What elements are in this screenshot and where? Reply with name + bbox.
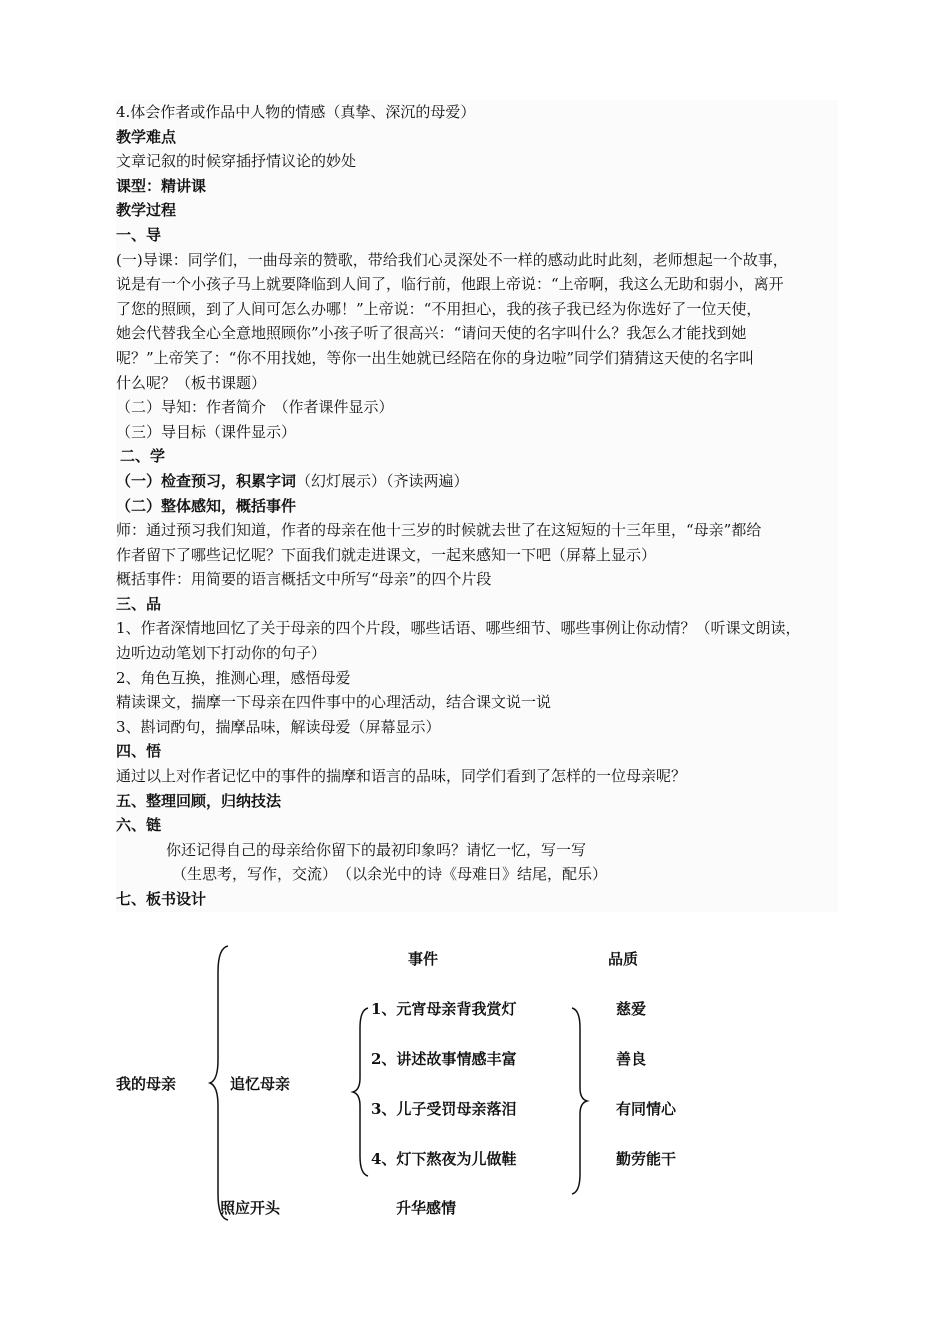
board-quality-1: 慈爱 bbox=[616, 1000, 647, 1018]
lesson-plan-text bbox=[116, 100, 838, 912]
intro-line-2: 说是有一个小孩子马上就要降临到人间了，临行前，他跟上帝说：“上帝啊，我这么无助和弱小，离开 bbox=[116, 275, 784, 294]
board-quality-3: 有同情心 bbox=[616, 1100, 677, 1118]
summary-events: 概括事件：用简要的语言概括文中所写“母亲”的四个片段 bbox=[116, 570, 492, 589]
heading-difficulty: 教学难点 bbox=[116, 127, 177, 146]
author-intro: （二）导知：作者简介 （作者课件显示） bbox=[116, 398, 394, 417]
savor-item-3: 3、斟词酌句，揣摩品味，解读母爱（屏幕显示） bbox=[116, 717, 441, 736]
intro-line-6: 什么呢？（板书课题） bbox=[116, 373, 267, 392]
objective-4: 4.体会作者或作品中人物的情感（真挚、深沉的母爱） bbox=[116, 103, 476, 121]
section-5-title: 五、整理回顾，归纳技法 bbox=[116, 791, 282, 810]
board-branch: 追忆母亲 bbox=[230, 1075, 291, 1093]
section-7-title: 七、板书设计 bbox=[116, 890, 207, 908]
board-event-2: 2、讲述故事情感丰富 bbox=[371, 1050, 517, 1068]
intro-line-3: 了您的照顾，到了人间可怎么办哪！”上帝说：“不用担心，我的孩子我已经为你选好了一位天使， bbox=[116, 299, 762, 318]
savor-item-1: 1、作者深情地回忆了关于母亲的四个片段，哪些话语、哪些细节、哪些事例让你动情？（听课文朗读， bbox=[116, 619, 801, 638]
preview-check-note: （幻灯展示）（齐读两遍） bbox=[296, 471, 469, 490]
board-footer-left: 照应开头 bbox=[220, 1199, 281, 1217]
section-2-title: 二、学 bbox=[120, 447, 166, 466]
teacher-line-2: 作者留下了哪些记忆呢？下面我们就走进课文，一起来感知一下吧（屏幕上显示） bbox=[116, 545, 657, 564]
section-1-title: 一、导 bbox=[116, 225, 162, 244]
board-header-quality: 品质 bbox=[608, 950, 639, 968]
events-left-brace bbox=[350, 1006, 372, 1178]
section-4-title: 四、悟 bbox=[116, 742, 162, 761]
board-event-4: 4、灯下熬夜为儿做鞋 bbox=[371, 1150, 517, 1168]
overall-perception: （二）整体感知，概括事件 bbox=[116, 496, 297, 515]
heading-process: 教学过程 bbox=[116, 201, 177, 220]
savor-item-1-cont: 边听边动笔划下打动你的句子） bbox=[116, 644, 327, 663]
board-event-1: 1、元宵母亲背我赏灯 bbox=[371, 1000, 517, 1018]
savor-item-2: 2、角色互换，推测心理，感悟母爱 bbox=[116, 668, 351, 687]
preview-check bbox=[116, 469, 838, 494]
section-3-title: 三、品 bbox=[116, 594, 162, 613]
board-header-events: 事件 bbox=[408, 950, 439, 968]
insight-text: 通过以上对作者记忆中的事件的揣摩和语言的品味，同学们看到了怎样的一位母亲呢？ bbox=[116, 767, 687, 786]
link-activity: （生思考，写作，交流） （以余光中的诗《母难日》结尾，配乐） bbox=[172, 865, 608, 884]
section-6-title: 六、链 bbox=[116, 816, 162, 835]
events-right-brace bbox=[568, 1006, 590, 1196]
goal-intro: （三）导目标（课件显示） bbox=[116, 422, 297, 441]
intro-line-1: (一)导课：同学们，一曲母亲的赞歌，带给我们心灵深处不一样的感动此时此刻，老师想起一个故事， bbox=[116, 250, 788, 269]
link-task: 你还记得自己的母亲给你留下的最初印象吗？请忆一忆，写一写 bbox=[166, 840, 587, 859]
intro-line-5: 呢？”上帝笑了：“你不用找她，等你一出生她就已经陪在你的身边啦”同学们猜猜这天使的名字叫 bbox=[116, 348, 755, 367]
board-root: 我的母亲 bbox=[116, 1075, 177, 1093]
board-quality-4: 勤劳能干 bbox=[616, 1150, 677, 1168]
outer-brace bbox=[206, 944, 232, 1222]
board-footer-right: 升华感情 bbox=[396, 1199, 457, 1217]
preview-check-title: （一）检查预习，积累字词 bbox=[116, 471, 297, 490]
difficulty-text: 文章记叙的时候穿插抒情议论的妙处 bbox=[116, 152, 357, 171]
savor-item-2-detail: 精读课文，揣摩一下母亲在四件事中的心理活动，结合课文说一说 bbox=[116, 693, 552, 712]
teacher-line-1: 师：通过预习我们知道，作者的母亲在他十三岁的时候就去世了在这短短的十三年里，“母亲”都给 bbox=[116, 521, 762, 540]
board-quality-2: 善良 bbox=[616, 1050, 647, 1068]
heading-lesson-type: 课型：精讲课 bbox=[116, 176, 207, 195]
intro-line-4: 她会代替我全心全意地照顾你”小孩子听了很高兴：“请问天使的名字叫什么？我怎么才能找到她 bbox=[116, 324, 747, 343]
board-event-3: 3、儿子受罚母亲落泪 bbox=[371, 1100, 517, 1118]
